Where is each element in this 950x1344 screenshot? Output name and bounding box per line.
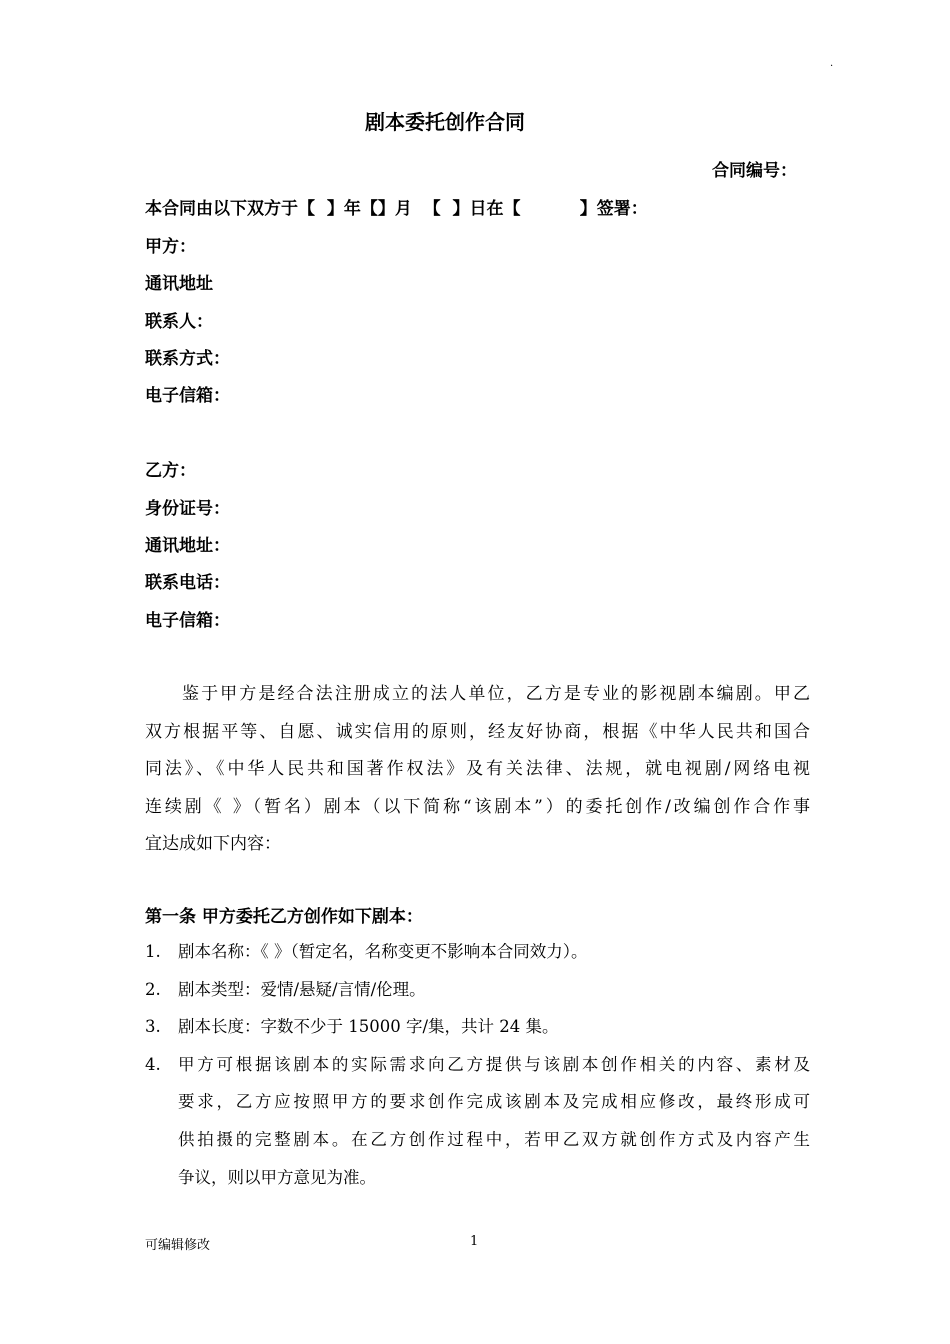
document-title: 剧本委托创作合同 <box>365 110 525 134</box>
list-item-text: 剧本类型：爱情/悬疑/言情/伦理。 <box>178 979 426 999</box>
party-a-phone: 联系方式： <box>145 349 230 369</box>
party-b-address: 通讯地址： <box>145 536 230 556</box>
signing-line: 本合同由以下双方于【 】年【】月 【 】日在【 】签署： <box>145 199 648 219</box>
intro-line: 双方根据平等、自愿、诚实信用的原则，经友好协商，根据《中华人民共和国合 <box>145 721 810 742</box>
article-1-list <box>145 933 810 1196</box>
page-number: 1 <box>470 1234 479 1249</box>
list-item <box>145 1008 810 1046</box>
intro-paragraph <box>145 676 810 864</box>
party-b-phone: 联系电话： <box>145 573 230 593</box>
party-a-email: 电子信箱： <box>145 386 230 406</box>
intro-line: 宜达成如下内容： <box>145 834 281 855</box>
party-a-contact: 联系人： <box>145 312 213 332</box>
list-item <box>145 1046 810 1196</box>
list-item-text: 甲方可根据该剧本的实际需求向乙方提供与该剧本创作相关的内容、素材及 <box>178 1054 810 1074</box>
list-item-number: 4. <box>145 1054 161 1074</box>
list-item-text: 供拍摄的完整剧本。在乙方创作过程中，若甲乙双方就创作方式及内容产生 <box>178 1129 810 1149</box>
party-a-address: 通讯地址 <box>145 274 213 294</box>
list-item-number: 3. <box>145 1017 161 1037</box>
contract-number-label: 合同编号： <box>712 161 797 181</box>
list-item-text: 剧本长度：字数不少于 15000 字/集，共计 24 集。 <box>178 1017 559 1037</box>
party-a-label: 甲方： <box>145 237 196 257</box>
party-b-label: 乙方： <box>145 461 196 481</box>
party-b-email: 电子信箱： <box>145 611 230 631</box>
footer-note: 可编辑修改 <box>145 1238 211 1253</box>
article-1-heading: 第一条 甲方委托乙方创作如下剧本： <box>145 907 423 927</box>
corner-mark: . <box>830 58 834 69</box>
party-b-id-number: 身份证号： <box>145 499 230 519</box>
list-item <box>145 933 810 971</box>
intro-line: 同法》、《中华人民共和国著作权法》及有关法律、法规，就电视剧/网络电视 <box>145 759 810 780</box>
list-item-text: 要求，乙方应按照甲方的要求创作完成该剧本及完成相应修改，最终形成可 <box>178 1092 810 1112</box>
list-item-text: 争议，则以甲方意见为准。 <box>178 1167 376 1187</box>
list-item-number: 1. <box>145 942 161 961</box>
intro-line: 鉴于甲方是经合法注册成立的法人单位，乙方是专业的影视剧本编剧。甲乙 <box>182 684 810 704</box>
list-item-number: 2. <box>145 979 161 999</box>
intro-line: 连续剧《 》（暂名）剧本（以下简称“该剧本”）的委托创作/改编创作合作事 <box>145 796 810 817</box>
list-item <box>145 971 810 1009</box>
list-item-text: 剧本名称：《 》（暂定名，名称变更不影响本合同效力）。 <box>178 942 588 961</box>
